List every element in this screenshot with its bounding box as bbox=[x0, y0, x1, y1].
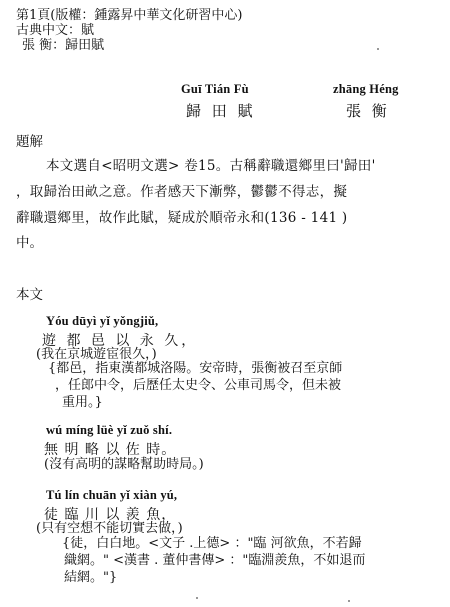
verse-2-hanzi: 無 明 略 以 佐 時。 bbox=[44, 442, 177, 458]
verse-2-translation: (沒有高明的謀略幫助時局。) bbox=[44, 457, 204, 472]
verse-1-pinyin: Yóu dūyì yǐ yǒngjiǔ, bbox=[46, 314, 159, 328]
page-header-line-2: 古典中文：賦 bbox=[16, 23, 95, 38]
verse-1-note-line-2: ，任郎中令，后歷任太史令、公車司馬令，但未被 bbox=[55, 378, 342, 393]
page-header-line-1: 第1頁(版權：鍾露昇中華文化研習中心) bbox=[16, 8, 243, 23]
page-header-line-3: 張 衡：歸田賦 bbox=[22, 38, 105, 53]
tijie-paragraph-line-3: 辭職還鄉里，故作此賦，疑成於順帝永和(136 - 141 ) bbox=[16, 210, 348, 226]
author-pinyin: zhāng Héng bbox=[333, 82, 399, 96]
verse-3-pinyin: Tú lín chuān yǐ xiàn yú, bbox=[46, 488, 178, 502]
scan-speck bbox=[377, 48, 379, 50]
tijie-paragraph-line-4: 中。 bbox=[16, 235, 43, 251]
verse-1-translation: (我在京城遊宦很久，) bbox=[36, 347, 157, 362]
verse-1-note-line-1: {都邑，指東漢都城洛陽。安帝時，張衡被召至京師 bbox=[48, 361, 343, 376]
scan-speck bbox=[348, 600, 350, 602]
verse-3-note-line-3: 結網。"} bbox=[64, 570, 118, 585]
tijie-paragraph-line-2: ，取歸治田畝之意。作者感天下漸弊，鬱鬱不得志，擬 bbox=[16, 184, 348, 200]
verse-3-note-line-2: 織網。" <漢書 . 董仲書傳> ："臨淵羨魚，不如退而 bbox=[64, 553, 366, 568]
tijie-paragraph-line-1: 本文選自<昭明文選> 卷15。古稱辭職還鄉里曰'歸田' bbox=[46, 158, 376, 174]
verse-3-translation: (只有空想不能切實去做，) bbox=[36, 521, 183, 536]
scan-speck bbox=[196, 597, 198, 599]
section-heading-benwen: 本文 bbox=[16, 287, 43, 303]
verse-1-note-line-3: 重用。} bbox=[62, 395, 103, 410]
verse-1-hanzi: 遊 都 邑 以 永 久， bbox=[42, 333, 199, 349]
verse-3-note-line-1: {徒，白白地。<文子 .上德> ："臨 河欲魚，不若歸 bbox=[62, 536, 362, 551]
title-hanzi: 歸 田 賦 bbox=[186, 102, 256, 120]
verse-2-pinyin: wú míng lüè yǐ zuǒ shí. bbox=[46, 423, 173, 437]
verse-3-hanzi: 徒 臨 川 以 羨 魚， bbox=[44, 507, 177, 523]
section-heading-tijie: 題解 bbox=[16, 134, 43, 150]
title-pinyin: Guī Tián Fù bbox=[181, 82, 249, 96]
author-hanzi: 張 衡 bbox=[346, 102, 390, 120]
